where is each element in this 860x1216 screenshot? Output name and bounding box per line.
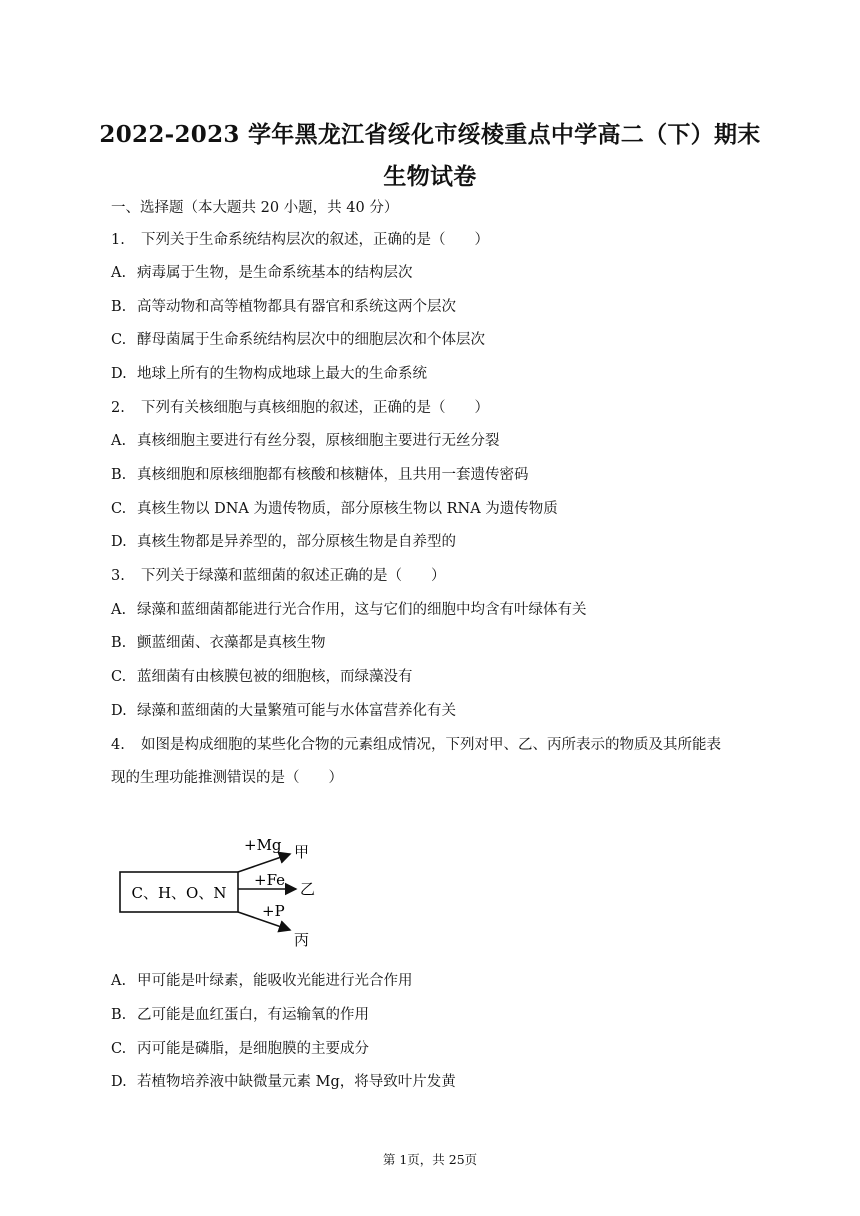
option-text: 高等动物和高等植物都具有器官和系统这两个层次 — [137, 299, 456, 315]
arrow-to-jia — [238, 854, 290, 872]
option-letter: B. — [111, 299, 127, 315]
q4-option-a — [111, 969, 413, 990]
option-letter: C. — [111, 501, 127, 517]
label-bing: 丙 — [294, 931, 310, 949]
label-p: +P — [262, 902, 285, 920]
option-text: 地球上所有的生物构成地球上最大的生命系统 — [137, 366, 427, 382]
option-letter: B. — [111, 635, 127, 651]
diagram-svg — [118, 830, 338, 950]
q1-option-c — [111, 328, 485, 349]
question-text: 下列关于生命系统结构层次的叙述，正确的是（ ） — [141, 232, 489, 248]
page-footer: 第 1页，共 25页 — [382, 1152, 478, 1167]
option-letter: D. — [111, 534, 127, 550]
question-text: 下列有关核细胞与真核细胞的叙述，正确的是（ ） — [141, 400, 489, 416]
question-4-stem-continued: 现的生理功能推测错误的是（ ） — [111, 770, 343, 786]
question-number: 1. — [111, 232, 125, 248]
q1-option-d — [111, 362, 427, 383]
question-2-stem — [111, 396, 489, 417]
option-text: 真核生物以 DNA 为遗传物质，部分原核生物以 RNA 为遗传物质 — [137, 501, 558, 517]
q3-option-d — [111, 699, 456, 720]
option-letter: A. — [111, 265, 127, 281]
elements-box-label: C、H、O、N — [131, 884, 227, 902]
q3-option-b — [111, 631, 326, 652]
option-text: 真核细胞主要进行有丝分裂，原核细胞主要进行无丝分裂 — [137, 433, 500, 449]
option-letter: A. — [111, 973, 127, 989]
option-letter: A. — [111, 602, 127, 618]
question-number: 3. — [111, 568, 125, 584]
q4-option-c — [111, 1037, 369, 1058]
option-letter: A. — [111, 433, 127, 449]
label-yi: 乙 — [300, 880, 316, 898]
option-text: 真核细胞和原核细胞都有核酸和核糖体，且共用一套遗传密码 — [137, 467, 529, 483]
element-composition-diagram — [118, 830, 338, 950]
section-heading: 一、选择题（本大题共 20 小题，共 40 分） — [111, 200, 399, 216]
option-letter: C. — [111, 1041, 127, 1057]
q3-option-c — [111, 665, 413, 686]
q2-option-a — [111, 429, 500, 450]
option-letter: D. — [111, 703, 127, 719]
question-3-stem — [111, 564, 446, 585]
option-text: 颤蓝细菌、衣藻都是真核生物 — [137, 635, 326, 651]
option-letter: D. — [111, 1074, 127, 1090]
option-text: 甲可能是叶绿素，能吸收光能进行光合作用 — [137, 973, 413, 989]
q4-option-d — [111, 1070, 456, 1091]
q3-option-a — [111, 598, 587, 619]
question-text: 如图是构成细胞的某些化合物的元素组成情况，下列对甲、乙、丙所表示的物质及其所能表 — [141, 737, 721, 753]
label-fe: +Fe — [254, 871, 286, 889]
option-text: 蓝细菌有由核膜包被的细胞核，而绿藻没有 — [137, 669, 413, 685]
option-text: 绿藻和蓝细菌的大量繁殖可能与水体富营养化有关 — [137, 703, 456, 719]
option-text: 丙可能是磷脂，是细胞膜的主要成分 — [137, 1041, 369, 1057]
q1-option-a — [111, 261, 413, 282]
option-text: 真核生物都是异养型的，部分原核生物是自养型的 — [137, 534, 456, 550]
option-letter: D. — [111, 366, 127, 382]
q2-option-b — [111, 463, 529, 484]
q2-option-d — [111, 530, 456, 551]
option-letter: C. — [111, 332, 127, 348]
q2-option-c — [111, 497, 558, 518]
question-1-stem — [111, 228, 489, 249]
exam-title-line2: 生物试卷 — [383, 163, 477, 190]
option-text: 绿藻和蓝细菌都能进行光合作用，这与它们的细胞中均含有叶绿体有关 — [137, 602, 587, 618]
label-jia: 甲 — [294, 843, 310, 861]
question-number: 4. — [111, 737, 125, 753]
option-text: 酵母菌属于生命系统结构层次中的细胞层次和个体层次 — [137, 332, 485, 348]
option-letter: B. — [111, 467, 127, 483]
question-text: 下列关于绿藻和蓝细菌的叙述正确的是（ ） — [141, 568, 446, 584]
q4-option-b — [111, 1003, 369, 1024]
option-text: 乙可能是血红蛋白，有运输氧的作用 — [137, 1007, 369, 1023]
q1-option-b — [111, 295, 456, 316]
question-4-stem — [111, 733, 721, 754]
option-letter: B. — [111, 1007, 127, 1023]
label-mg: +Mg — [244, 836, 282, 854]
question-number: 2. — [111, 400, 125, 416]
option-text: 若植物培养液中缺微量元素 Mg，将导致叶片发黄 — [137, 1074, 456, 1090]
option-letter: C. — [111, 669, 127, 685]
option-text: 病毒属于生物，是生命系统基本的结构层次 — [137, 265, 413, 281]
exam-title-line1: 2022-2023 学年黑龙江省绥化市绥棱重点中学高二（下）期末 — [99, 121, 761, 148]
